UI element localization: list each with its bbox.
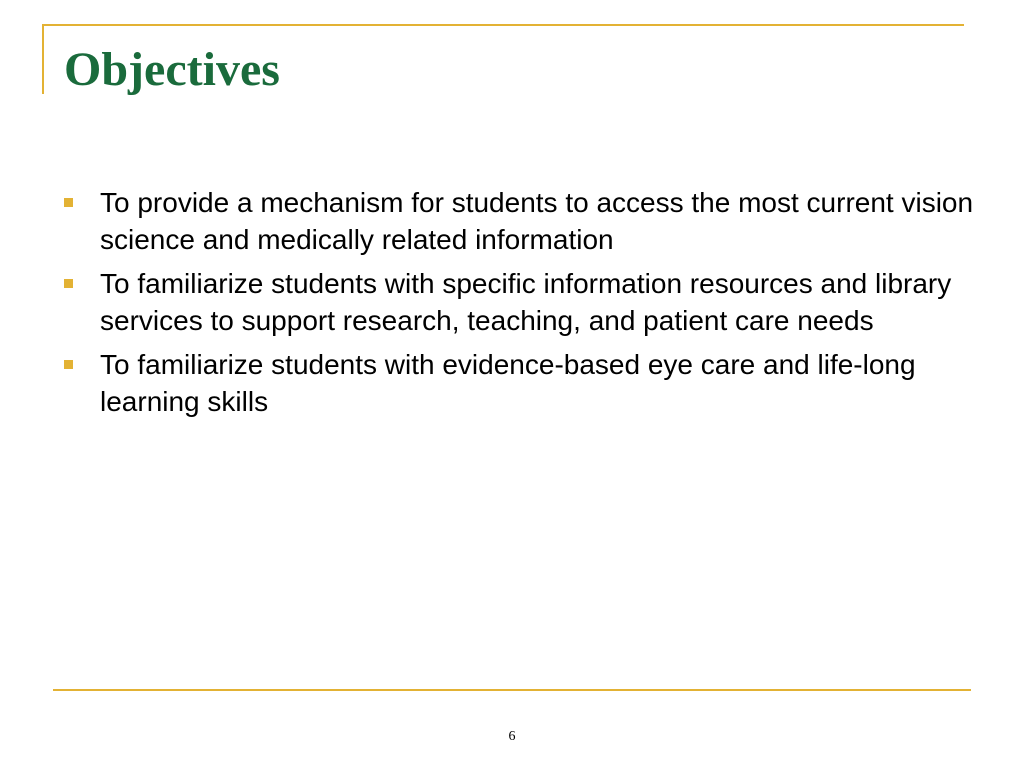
bullet-text: To familiarize students with specific information resources and library services to support research, teaching, and patient care needs — [100, 268, 952, 336]
title-frame-left-rule — [42, 24, 44, 94]
bullet-item — [64, 184, 974, 258]
square-bullet-icon — [64, 360, 73, 369]
square-bullet-icon — [64, 279, 73, 288]
footer-rule — [53, 689, 971, 691]
square-bullet-icon — [64, 198, 73, 207]
title-frame-top-rule — [42, 24, 964, 26]
bullet-item — [64, 265, 974, 339]
bullet-list — [64, 184, 974, 427]
bullet-item — [64, 346, 974, 420]
bullet-text: To provide a mechanism for students to access the most current vision science and medically related information — [100, 187, 974, 255]
page-number: 6 — [508, 729, 516, 744]
bullet-text: To familiarize students with evidence-based eye care and life-long learning skills — [100, 349, 916, 417]
slide-title: Objectives — [64, 43, 280, 96]
